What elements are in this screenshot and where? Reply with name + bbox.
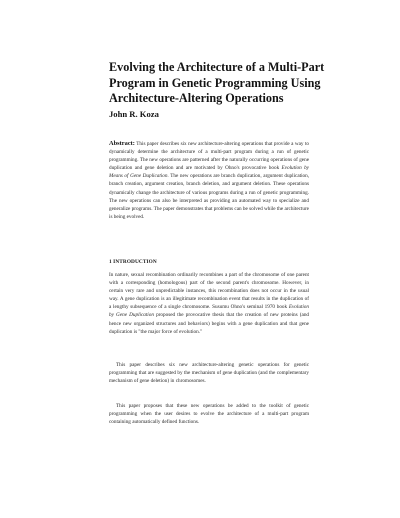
- intro-paragraph-1: [109, 271, 309, 336]
- abstract-book-title: Evolution by Means of Gene Duplication: [109, 165, 309, 180]
- intro-p1-text-part-1: In nature, sexual recombination ordinarily recombines a part of the chromosome of one parent with a corresponding (homologous) part of the second parent's chromosome. However, in certain very rare and unpredictable instances, this recombination does not occur in the usual way. A gene duplication is an illegitimate recombination event that results in the duplication of a lengthy subsequence of a single chromosome. Susumu Ohno's seminal 1970 book: [109, 272, 309, 311]
- intro-p1-book-title: Evolution by Gene Duplication: [109, 304, 309, 319]
- intro-p1-text-part-2: proposed the provocative thesis that the creation of new proteins (and hence new organized structures and behaviors) begins with a gene duplication and that gene duplication is "the major force of evolution.": [109, 312, 310, 335]
- paper-title: Evolving the Architecture of a Multi-Part Program in Genetic Programming Using Architecture-Altering Operations: [109, 60, 325, 106]
- abstract-paragraph: [109, 140, 309, 221]
- section-heading-introduction: 1 INTRODUCTION: [109, 259, 157, 265]
- abstract-label: Abstract:: [109, 140, 135, 147]
- intro-paragraph-3: This paper proposes that these new operations be added to the toolkit of genetic programming when the user desires to evolve the architecture of a multi-part program containing automatically defined functions.: [109, 403, 309, 426]
- abstract-text-part-1: This paper describes six new architecture-altering operations that provide a way to dynamically determine the architecture of a multi-part program during a run of genetic programming. The new operations are patterned after the naturally occurring operations of gene duplication and gene deletion and are motivated by Ohno's provocative book: [109, 141, 309, 172]
- paper-author: John R. Koza: [109, 109, 159, 119]
- abstract-text-part-2: . The new operations are branch duplication, argument duplication, branch creation, argument creation, branch deletion, and argument deletion. These operations dynamically change the architecture of various programs during a run of genetic programming. The new operations can also be interpreted as providing an automated way to specialize and generalize programs. The paper demonstrates that problems can be solved while the architecture is being evolved.: [109, 173, 310, 220]
- intro-paragraph-2: This paper describes six new architecture-altering genetic operations for genetic programming that are suggested by the mechanism of gene duplication (and the complementary mechanism of gene deletion) in chromosomes.: [109, 362, 309, 385]
